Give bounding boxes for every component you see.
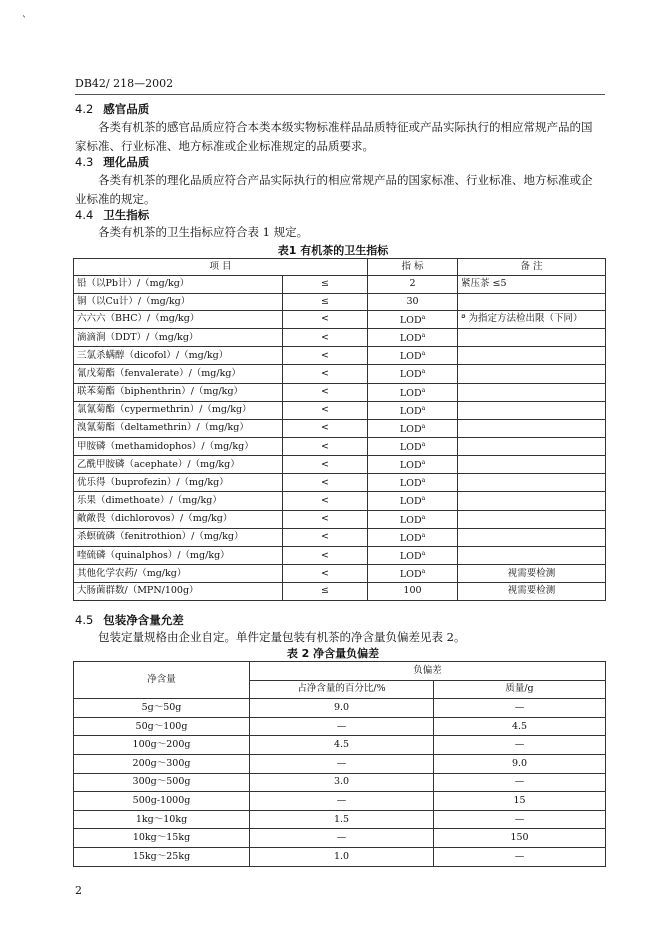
value-cell [368, 276, 458, 293]
value-cell-text: LOD [399, 514, 422, 526]
net-cell: 10kg～15kg [74, 829, 250, 848]
value-cell [368, 510, 458, 528]
operator-cell-text: < [321, 495, 329, 507]
mass-cell: — [434, 773, 606, 792]
table-header-row [74, 662, 606, 681]
net-cell: 50g～100g [74, 717, 250, 736]
value-cell-text: 100 [403, 585, 422, 597]
table-row [74, 310, 606, 328]
note-cell [458, 437, 606, 455]
value-cell-text: LOD [399, 387, 422, 399]
item-cell-text: 乙酰甲胺磷（acephate）/（mg/kg） [77, 458, 240, 470]
item-cell [74, 437, 283, 455]
table-row [74, 510, 606, 528]
item-cell-text: 铜（以Cu计）/（mg/kg） [77, 295, 191, 307]
item-cell [74, 310, 283, 328]
value-cell [368, 583, 458, 600]
operator-cell [283, 419, 368, 437]
value-cell [368, 310, 458, 328]
table-row [74, 792, 606, 811]
item-cell-text: 优乐得（buprofezin）/（mg/kg） [77, 476, 229, 488]
mass-cell: 15 [434, 792, 606, 811]
note-cell [458, 546, 606, 564]
item-cell [74, 583, 283, 600]
value-cell [368, 474, 458, 492]
note-cell-text: ª 为指定方法检出限（下同） [461, 313, 583, 325]
item-cell [74, 546, 283, 564]
table-row [74, 365, 606, 383]
document-number: DB42/ 218—2002 [75, 77, 174, 90]
table-row [74, 383, 606, 401]
table-row [74, 329, 606, 347]
page-number: 2 [75, 884, 82, 897]
lod-footnote-mark: a [421, 332, 426, 340]
operator-cell-text: < [321, 404, 329, 416]
item-cell-text: 铅（以Pb计）/（mg/kg） [77, 278, 190, 290]
section-4-5-paragraph: 包装定量规格由企业自定。单件定量包装有机茶的净含量负偏差见表 2。 [98, 630, 466, 644]
header-mass: 质量/g [434, 680, 606, 699]
operator-cell [283, 383, 368, 401]
net-cell: 200g～300g [74, 754, 250, 773]
pct-cell: — [250, 717, 434, 736]
pct-cell: — [250, 792, 434, 811]
header-index: 指 标 [368, 259, 458, 276]
mass-cell: 9.0 [434, 754, 606, 773]
lod-footnote-mark: a [421, 404, 426, 412]
net-cell: 1kg～10kg [74, 810, 250, 829]
table-row [74, 528, 606, 546]
section-number: 4.5 [75, 613, 94, 627]
operator-cell [283, 365, 368, 383]
value-cell [368, 365, 458, 383]
value-cell-text: LOD [399, 315, 422, 327]
mass-cell: 4.5 [434, 717, 606, 736]
note-cell [458, 310, 606, 328]
value-cell-text: LOD [399, 569, 422, 581]
value-cell [368, 293, 458, 310]
table-row [74, 565, 606, 583]
pct-cell: 1.0 [250, 847, 434, 866]
value-cell-text: LOD [399, 551, 422, 563]
lod-footnote-mark: a [421, 531, 426, 539]
item-cell [74, 276, 283, 293]
value-cell [368, 546, 458, 564]
table-row [74, 293, 606, 310]
scan-mark: ˋ [22, 16, 27, 27]
item-cell-text: 滴滴涧（DDT）/（mg/kg） [77, 331, 199, 343]
item-cell [74, 510, 283, 528]
value-cell-text: LOD [399, 442, 422, 454]
note-cell [458, 401, 606, 419]
item-cell-text: 敵敵畏（dichlorovos）/（mg/kg） [77, 513, 233, 525]
operator-cell-text: < [321, 422, 329, 434]
section-4-4-heading [75, 207, 149, 223]
note-cell [458, 383, 606, 401]
operator-cell [283, 510, 368, 528]
table-row [74, 546, 606, 564]
value-cell [368, 437, 458, 455]
note-cell-text: 紧压茶 ≤5 [461, 278, 507, 290]
operator-cell-text: < [321, 476, 329, 488]
value-cell-text: LOD [399, 405, 422, 417]
operator-cell [283, 546, 368, 564]
operator-cell-text: ≤ [321, 295, 329, 307]
mass-cell: — [434, 810, 606, 829]
table-row [74, 699, 606, 718]
item-cell-text: 六六六（BHC）/（mg/kg） [77, 313, 200, 325]
operator-cell-text: < [321, 549, 329, 561]
value-cell-text: 2 [409, 278, 416, 290]
operator-cell-text: < [321, 367, 329, 379]
section-number: 4.2 [75, 102, 94, 116]
table-row [74, 456, 606, 474]
note-cell [458, 276, 606, 293]
table-row [74, 810, 606, 829]
value-cell [368, 565, 458, 583]
value-cell-text: LOD [399, 496, 422, 508]
mass-cell: — [434, 699, 606, 718]
value-cell-text: LOD [399, 333, 422, 345]
value-cell-text: LOD [399, 460, 422, 472]
item-cell-text: 氯氰菊酯（cypermethrin）/（mg/kg） [77, 404, 252, 416]
net-cell: 15kg～25kg [74, 847, 250, 866]
header-item: 项 目 [74, 259, 368, 276]
item-cell [74, 492, 283, 510]
item-cell-text: 喹硫磷（quinalphos）/（mg/kg） [77, 549, 230, 561]
mass-cell: — [434, 736, 606, 755]
section-number: 4.4 [75, 208, 94, 222]
note-cell [458, 510, 606, 528]
operator-cell [283, 293, 368, 310]
value-cell-text: LOD [399, 369, 422, 381]
table-row [74, 829, 606, 848]
operator-cell [283, 474, 368, 492]
item-cell-text: 联苯菊酯（biphenthrin）/（mg/kg） [77, 386, 244, 398]
operator-cell-text: < [321, 331, 329, 343]
note-cell [458, 419, 606, 437]
note-cell [458, 293, 606, 310]
table-row [74, 437, 606, 455]
section-title: 包装净含量允差 [103, 613, 184, 627]
lod-footnote-mark: a [421, 513, 426, 521]
header-note: 备 注 [458, 259, 606, 276]
section-4-3-paragraph: 各类有机茶的理化品质应符合产品实际执行的相应常规产品的国家标准、行业标准、地方标准或企业标准的规定。 [75, 173, 593, 206]
item-cell-text: 其他化学农药/（mg/kg） [77, 567, 187, 579]
note-cell [458, 492, 606, 510]
operator-cell [283, 310, 368, 328]
lod-footnote-mark: a [421, 549, 426, 557]
item-cell [74, 565, 283, 583]
table-row [74, 773, 606, 792]
operator-cell [283, 401, 368, 419]
operator-cell-text: < [321, 513, 329, 525]
operator-cell-text: < [321, 386, 329, 398]
note-cell [458, 528, 606, 546]
operator-cell-text: ≤ [321, 278, 329, 290]
item-cell [74, 347, 283, 365]
net-cell: 500g-1000g [74, 792, 250, 811]
lod-footnote-mark: a [421, 477, 426, 485]
value-cell [368, 401, 458, 419]
value-cell-text: LOD [399, 351, 422, 363]
lod-footnote-mark: a [421, 568, 426, 576]
table-row [74, 419, 606, 437]
table-row [74, 754, 606, 773]
item-cell [74, 329, 283, 347]
item-cell [74, 474, 283, 492]
note-cell [458, 347, 606, 365]
value-cell [368, 492, 458, 510]
mass-cell: — [434, 847, 606, 866]
operator-cell-text: < [321, 531, 329, 543]
table-row [74, 347, 606, 365]
pct-cell: 9.0 [250, 699, 434, 718]
pct-cell: 4.5 [250, 736, 434, 755]
operator-cell-text: < [321, 458, 329, 470]
lod-footnote-mark: a [421, 386, 426, 394]
operator-cell [283, 437, 368, 455]
operator-cell-text: < [321, 313, 329, 325]
net-cell: 100g～200g [74, 736, 250, 755]
operator-cell-text: < [321, 440, 329, 452]
operator-cell [283, 456, 368, 474]
note-cell [458, 565, 606, 583]
operator-cell [283, 492, 368, 510]
section-4-4-paragraph: 各类有机茶的卫生指标应符合表 1 规定。 [98, 225, 309, 239]
note-cell [458, 474, 606, 492]
table-row [74, 717, 606, 736]
pct-cell: — [250, 829, 434, 848]
operator-cell-text: < [321, 349, 329, 361]
section-title: 理化品质 [103, 155, 150, 169]
table-row [74, 276, 606, 293]
operator-cell [283, 347, 368, 365]
header-percentage: 占净含量的百分比/% [250, 680, 434, 699]
table-row [74, 474, 606, 492]
section-title: 感官品质 [103, 102, 150, 116]
section-4-3-heading [75, 154, 149, 170]
table-row [74, 847, 606, 866]
lod-footnote-mark: a [421, 459, 426, 467]
header-negative-deviation: 负偏差 [250, 662, 606, 681]
table-2-caption: 表 2 净含量负偏差 [286, 647, 380, 660]
value-cell [368, 528, 458, 546]
table-row [74, 583, 606, 600]
value-cell-text: 30 [406, 295, 419, 307]
table-row [74, 736, 606, 755]
note-cell [458, 329, 606, 347]
item-cell-text: 大肠菌群数/（MPN/100g） [77, 585, 199, 597]
operator-cell [283, 583, 368, 600]
item-cell [74, 456, 283, 474]
operator-cell-text: ≤ [321, 585, 329, 597]
value-cell [368, 329, 458, 347]
note-cell [458, 456, 606, 474]
note-cell [458, 583, 606, 600]
item-cell-text: 杀螟硫磷（fenitrothion）/（mg/kg） [77, 531, 244, 543]
lod-footnote-mark: a [421, 422, 426, 430]
lod-footnote-mark: a [421, 368, 426, 376]
value-cell [368, 419, 458, 437]
header-rule [75, 94, 605, 95]
table-row [74, 401, 606, 419]
item-cell-text: 乐果（dimethoate）/（mg/kg） [77, 495, 222, 507]
value-cell [368, 347, 458, 365]
pct-cell: 1.5 [250, 810, 434, 829]
operator-cell [283, 329, 368, 347]
net-content-tolerance-table [73, 661, 606, 867]
table-row [74, 492, 606, 510]
item-cell-text: 氰戊菊酯（fenvalerate）/（mg/kg） [77, 367, 241, 379]
mass-cell: 150 [434, 829, 606, 848]
lod-footnote-mark: a [421, 440, 426, 448]
value-cell [368, 456, 458, 474]
operator-cell [283, 528, 368, 546]
section-4-2-heading [75, 101, 149, 117]
item-cell-text: 溴氰菊酯（deltamethrin）/（mg/kg） [77, 422, 249, 434]
section-number: 4.3 [75, 155, 94, 169]
section-4-5-heading [75, 612, 184, 628]
operator-cell [283, 565, 368, 583]
lod-footnote-mark: a [421, 350, 426, 358]
item-cell [74, 365, 283, 383]
item-cell [74, 419, 283, 437]
item-cell [74, 401, 283, 419]
note-cell-text: 视需要检测 [507, 567, 556, 579]
value-cell-text: LOD [399, 478, 422, 490]
item-cell-text: 甲胺磷（methamidophos）/（mg/kg） [77, 440, 254, 452]
value-cell [368, 383, 458, 401]
operator-cell-text: < [321, 567, 329, 579]
header-net-content: 净含量 [74, 662, 250, 699]
value-cell-text: LOD [399, 423, 422, 435]
hygiene-index-table [73, 258, 606, 601]
section-title: 卫生指标 [103, 208, 150, 222]
section-4-2-paragraph: 各类有机茶的感官品质应符合本类本级实物标准样品品质特征或产品实际执行的相应常规产品的国家标准、行业标准、地方标准或企业标准规定的品质要求。 [75, 120, 593, 153]
value-cell-text: LOD [399, 532, 422, 544]
table-1-caption: 表1 有机茶的卫生指标 [277, 244, 389, 257]
net-cell: 300g～500g [74, 773, 250, 792]
note-cell [458, 365, 606, 383]
net-cell: 5g～50g [74, 699, 250, 718]
table-header-row [74, 259, 606, 276]
item-cell [74, 293, 283, 310]
pct-cell: — [250, 754, 434, 773]
item-cell-text: 三氯杀螨醇（dicofol）/（mg/kg） [77, 349, 229, 361]
pct-cell: 3.0 [250, 773, 434, 792]
lod-footnote-mark: a [421, 495, 426, 503]
item-cell [74, 528, 283, 546]
note-cell-text: 视需要检测 [507, 585, 556, 597]
item-cell [74, 383, 283, 401]
operator-cell [283, 276, 368, 293]
lod-footnote-mark: a [421, 313, 426, 321]
